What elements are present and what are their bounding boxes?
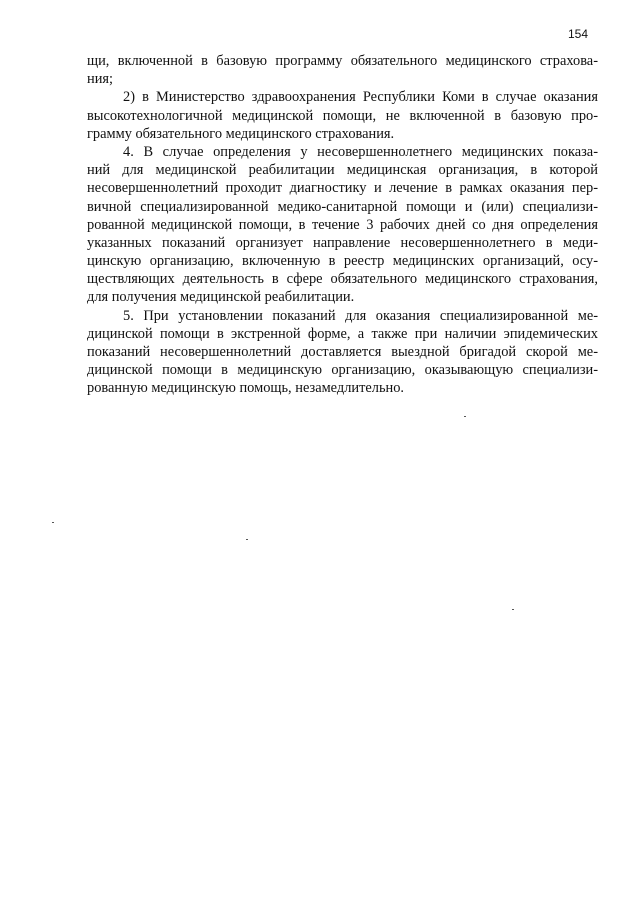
text-line: показаний несовершеннолетний доставляется выездной бригадой скорой ме- bbox=[87, 344, 598, 360]
text-line: 2) в Министерство здравоохранения Республики Коми в случае оказания bbox=[123, 89, 598, 106]
text-line: высокотехнологичной медицинской помощи, не включенной в базовую про- bbox=[87, 107, 598, 124]
text-line: для получения медицинской реабилитации. bbox=[87, 289, 355, 306]
text-line: несовершеннолетний проходит диагностику и лечение в рамках оказания пер- bbox=[87, 180, 598, 197]
text-line: дицинской помощи в медицинскую организацию, оказывающую специализи- bbox=[87, 362, 598, 379]
text-line: цинскую организацию, включенную в реестр медицинских организаций, осу- bbox=[87, 253, 598, 270]
text-line: ний для медицинской реабилитации медицинская организация, в которой bbox=[87, 162, 598, 179]
scan-speck bbox=[464, 416, 466, 417]
text-line: ществляющих деятельность в сфере обязательного медицинского страхования, bbox=[87, 271, 598, 288]
scan-speck bbox=[512, 609, 514, 610]
document-body bbox=[87, 52, 598, 398]
text-line: рованную медицинскую помощь, незамедлительно. bbox=[87, 380, 405, 397]
page-number: 154 bbox=[568, 27, 589, 41]
scan-speck bbox=[246, 539, 248, 540]
text-line: щи, включенной в базовую программу обязательного медицинского страхова- bbox=[87, 53, 598, 69]
text-line: указанных показаний организует направление несовершеннолетнего в меди- bbox=[87, 234, 598, 251]
text-line: дицинской помощи в экстренной форме, а также при наличии эпидемических bbox=[87, 325, 598, 342]
text-line: 5. При установлении показаний для оказания специализированной ме- bbox=[123, 307, 598, 324]
text-line: 4. В случае определения у несовершеннолетнего медицинских показа- bbox=[123, 143, 598, 160]
text-line: ния; bbox=[87, 71, 114, 88]
scan-speck bbox=[52, 522, 54, 523]
text-line: вичной специализированной медико-санитарной помощи и (или) специализи- bbox=[87, 198, 598, 215]
text-line: грамму обязательного медицинского страхования. bbox=[87, 125, 395, 142]
text-line: рованной медицинской помощи, в течение 3 рабочих дней со дня определения bbox=[87, 216, 598, 233]
